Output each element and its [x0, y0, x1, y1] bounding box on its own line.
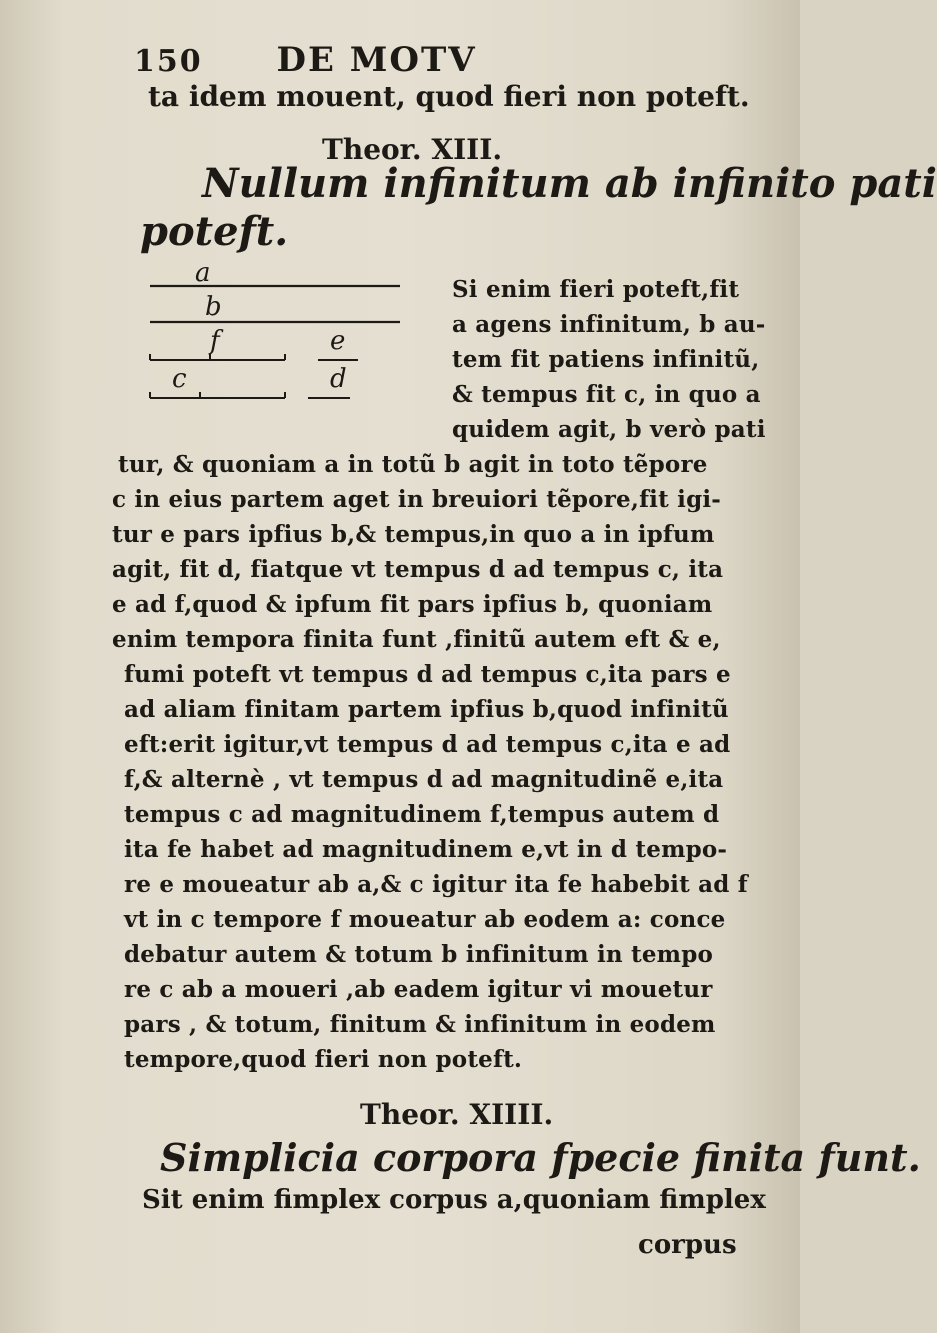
catchword: corpus	[638, 1230, 737, 1260]
theorem-proposition-line: poteft.	[140, 208, 289, 255]
running-title: DE MOTV	[276, 40, 477, 80]
text-line: e ad f,quod & ipfum fit pars ipfius b, quoniam	[112, 591, 713, 618]
figure-label-c: c	[172, 364, 187, 394]
text-line: ita fe habet ad magnitudinem e,vt in d tempo-	[124, 836, 728, 863]
text-line: & tempus fit c, in quo a	[452, 381, 761, 408]
page-number: 150	[134, 44, 203, 79]
text-line: debatur autem & totum b infinitum in tempo	[124, 941, 714, 968]
text-line: fumi poteft vt tempus d ad tempus c,ita pars e	[124, 661, 731, 688]
text-line: re e moueatur ab a,& c igitur ita fe habebit ad f	[124, 871, 748, 898]
text-line: tem fit patiens infinitũ,	[452, 346, 760, 373]
running-head	[134, 40, 477, 80]
text-line: f,& alternè , vt tempus d ad magnitudinẽ e,ita	[124, 766, 724, 793]
text-line: Si enim fieri poteft,fit	[452, 276, 740, 303]
figure-label-f: f	[210, 326, 220, 356]
theorem-heading: Theor. XIII.	[322, 133, 503, 166]
geometric-figure	[150, 258, 420, 420]
text-line: a agens infinitum, b au-	[452, 311, 766, 338]
text-line: ad aliam finitam partem ipfius b,quod infinitũ	[124, 696, 729, 723]
text-line: tempore,quod fieri non poteft.	[124, 1046, 523, 1073]
text-line: agit, fit d, fiatque vt tempus d ad tempus c, ita	[112, 556, 724, 583]
text-line: tempus c ad magnitudinem f,tempus autem d	[124, 801, 720, 828]
carryover-line: ta idem mouent, quod fieri non poteft.	[148, 80, 750, 113]
text-line: vt in c tempore f moueatur ab eodem a: conce	[124, 906, 726, 933]
text-line: enim tempora finita funt ,finitũ autem eft & e,	[112, 626, 721, 653]
text-line: pars , & totum, finitum & infinitum in eodem	[124, 1011, 716, 1038]
text-line: Sit enim fimplex corpus a,quoniam fimplex	[142, 1185, 766, 1215]
text-line: re c ab a moueri ,ab eadem igitur vi mouetur	[124, 976, 713, 1003]
figure-label-a: a	[195, 258, 211, 288]
text-line: tur e pars ipfius b,& tempus,in quo a in ipfum	[112, 521, 715, 548]
figure-lines	[150, 270, 420, 420]
text-line: tur, & quoniam a in totũ b agit in toto tẽpore	[118, 451, 708, 478]
text-line: c in eius partem aget in breuiori tẽpore,fit igi-	[112, 486, 722, 513]
figure-label-e: e	[330, 326, 346, 356]
theorem-heading: Theor. XIIII.	[360, 1098, 554, 1131]
text-line: eft:erit igitur,vt tempus d ad tempus c,ita e ad	[124, 731, 731, 758]
theorem-proposition-line: Simplicia corpora fpecie finita funt.	[160, 1135, 921, 1180]
theorem-proposition-line: Nullum infinitum ab infinito pati	[202, 160, 937, 207]
text-line: quidem agit, b verò pati	[452, 416, 766, 443]
figure-label-d: d	[330, 364, 347, 394]
figure-label-b: b	[205, 292, 222, 322]
